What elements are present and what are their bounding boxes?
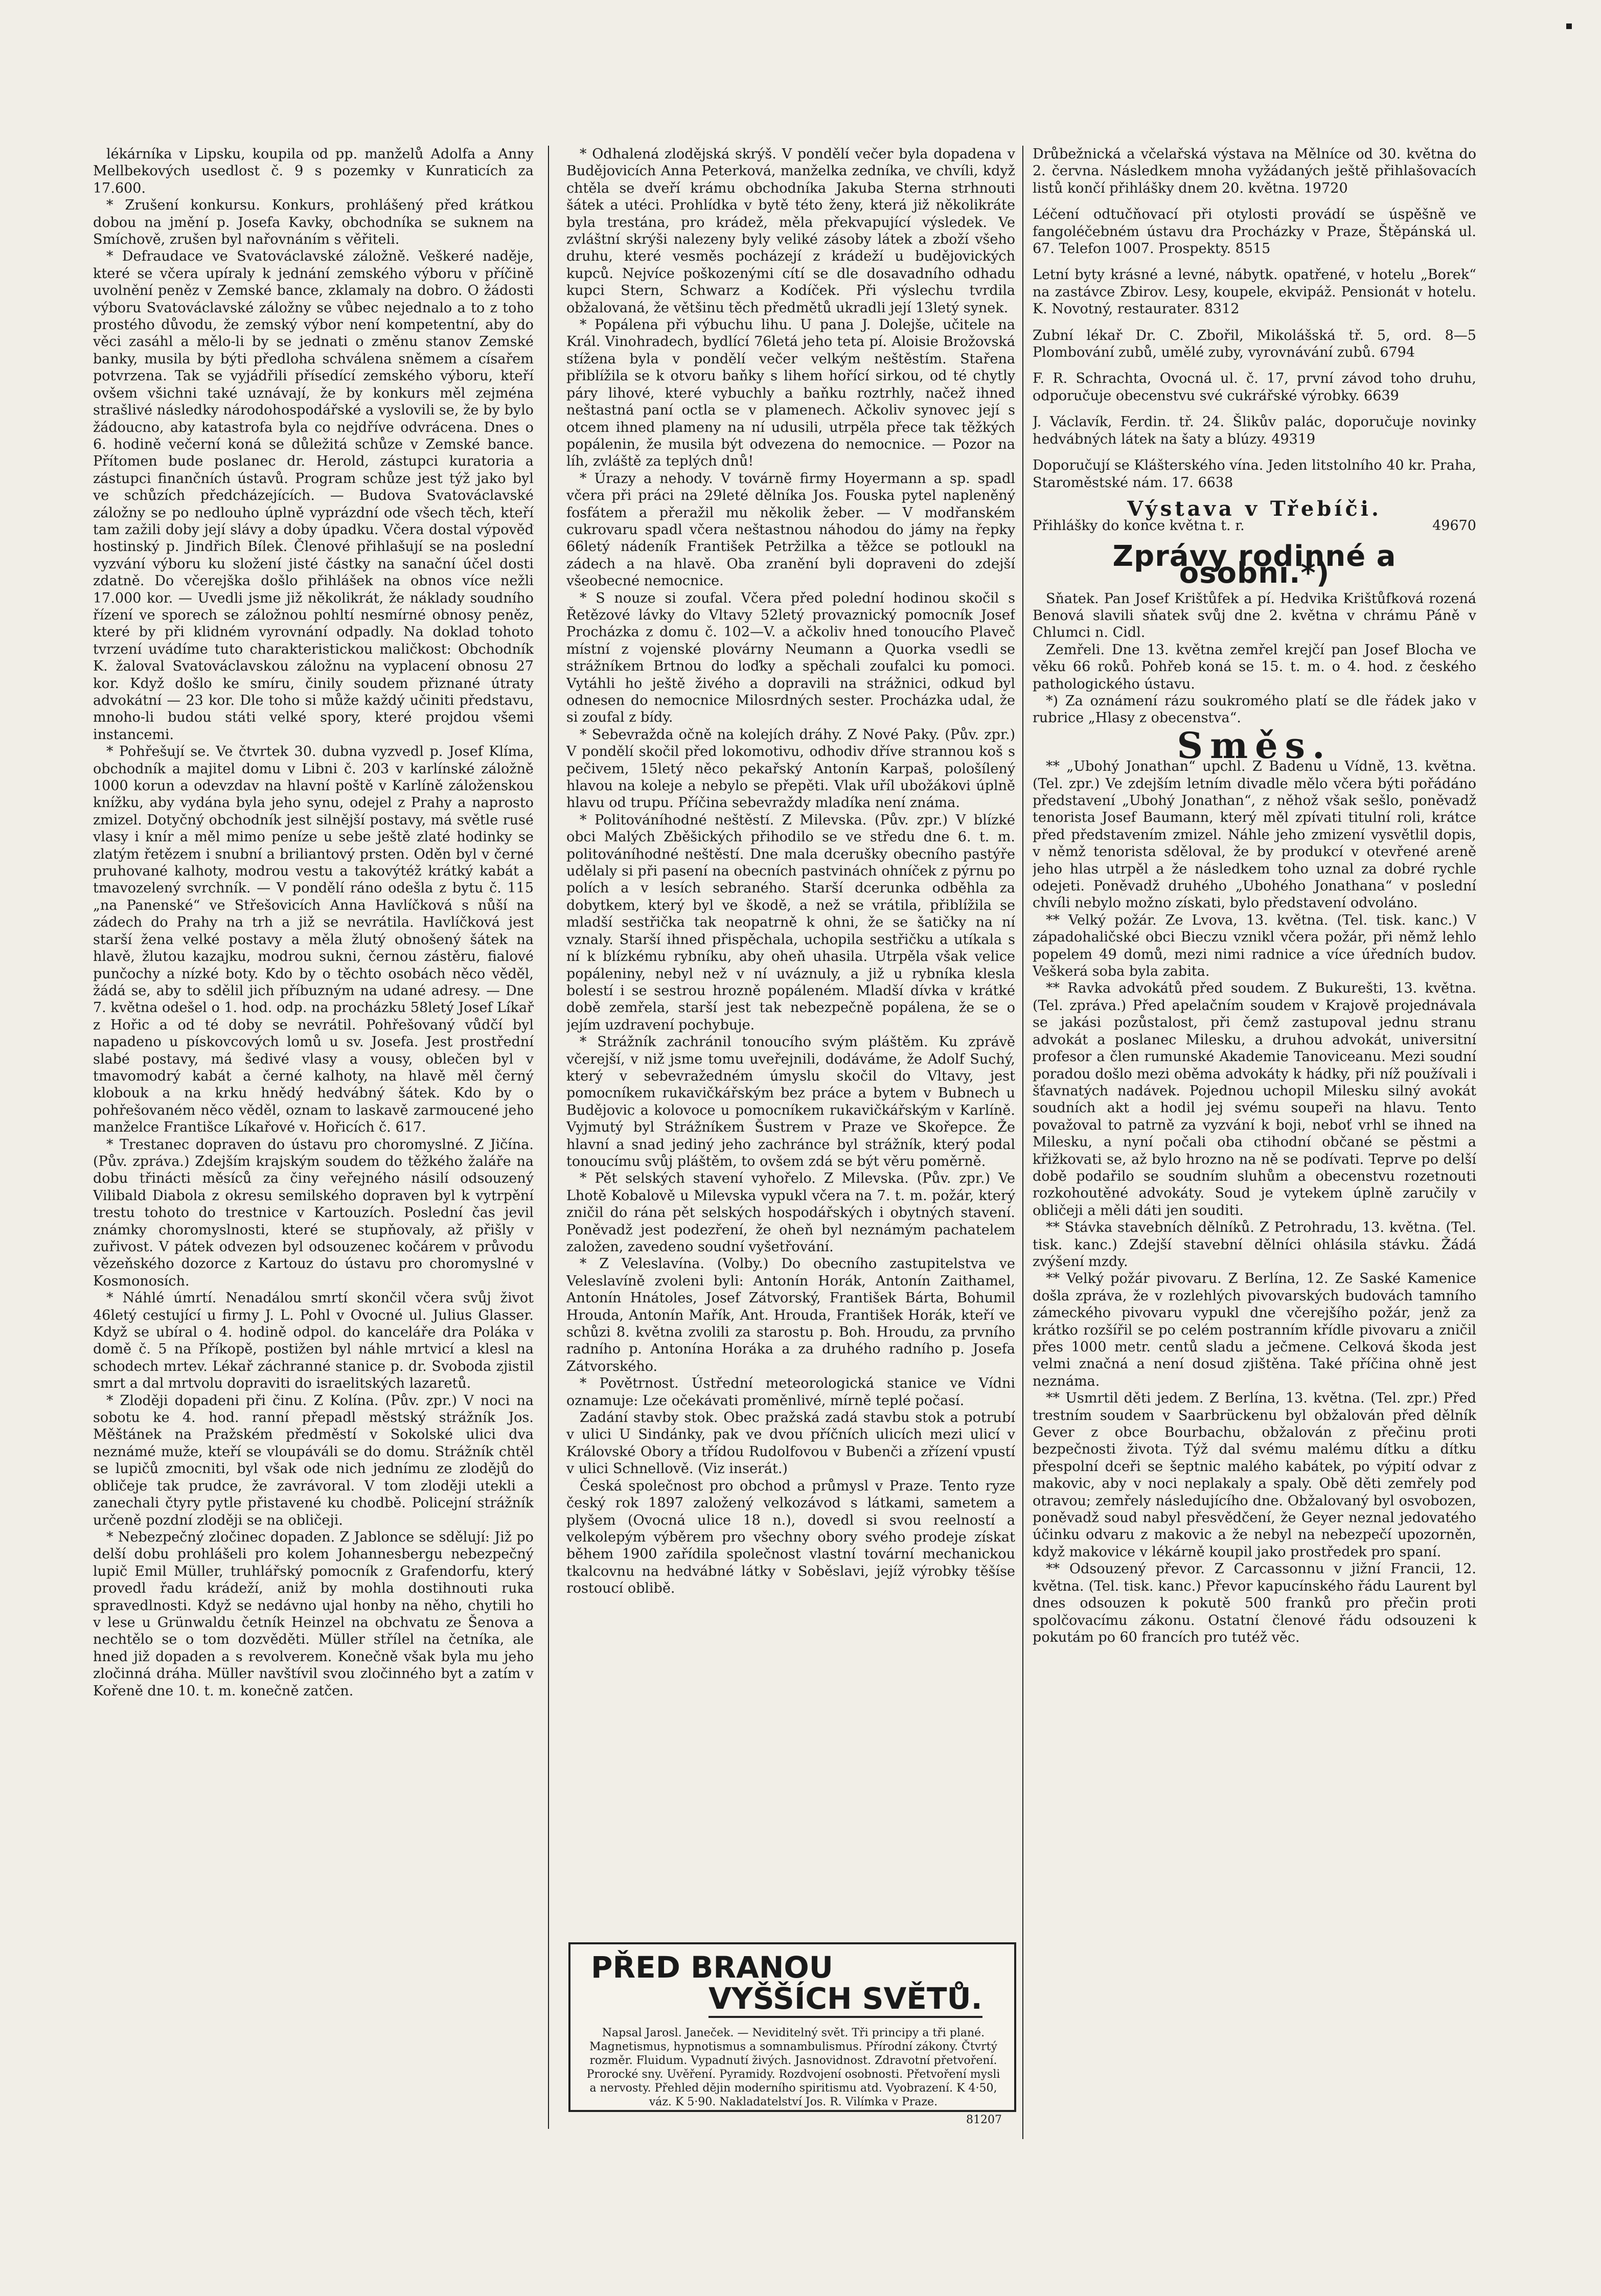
exhibition-heading: Výstava v Třebíči. — [1127, 496, 1382, 521]
article: * Zloději dopadeni při činu. Z Kolína. (Pův. zpr.) V noci na sobotu ke 4. hod. ranní přepadl městský strážník Jos. Měštánek na Pražském předměstí v Sokolské ulici dva neznámé muže, kteří se vloupáváli se do domu. Strážník chtěl se lupičů zmocniti, byl však ode nich jednímu ze zlodějů do obličeje tak prudce, že zavrávoral. V tom zloději utekli a zanechali čtyry pytle přistavené ku chodbě. Policejní strážník určeně pozdní zloději se na obličeji. — [93, 1392, 534, 1528]
column-right — [1033, 146, 1476, 2154]
ad-title: PŘED BRANOU — [591, 1950, 833, 1985]
classified-ad: F. R. Schrachta, Ovocná ul. č. 17, první závod toho druhu, odporučuje obecenstvu své cukrářské výrobky. 6639 — [1033, 371, 1476, 404]
article: * Trestanec dopraven do ústavu pro choromyslné. Z Jičína. (Pův. zpráva.) Zdejším krajským soudem do těžkého žaláře na dobu třinácti měsíců za činy veřejného násilí odsouzený Vilibald Diabola z okresu semilského dopraven byl k vytrpění trestu tohoto do trestnice v Kartouzích. Poslední čas jevil známky choromyslnosti, které se stupňovaly, až přišly v zuřivost. V pátek odvezen byl odsouzenec kočárem v průvodu vězeňského dozorce z Kartouz do ústavu pro choromyslné v Kosmonosích. — [93, 1136, 534, 1289]
article: * Strážník zachránil tonoucího svým pláštěm. Ku zprávě včerejší, v niž jsme tomu uveřejnili, dodáváme, že Adolf Suchý, který v sebevražedném úmyslu skočil do Vltavy, jest pomocníkem rukavičkářským bez práce a bytem v Bubnech u Budějovic a kolovoce u pomocníkem rukavičkářským v Karlíně. Vyjmutý byl Strážníkem Šustrem v Praze ve Skořepce. Že hlavní a snad jediný jeho zachránce byl strážník, který podal tonoucímu svůj pláštěm, to ovšem zdá se být věru poměrně. — [566, 1034, 1015, 1169]
article: * S nouze si zoufal. Včera před polední hodinou skočil s Řetězové lávky do Vltavy 52letý provaznický pomocník Josef Procházka z domu č. 102—V. a ačkoliv hned tonoucího Plaveč místní z vojenské plovárny Neumann a Quorka vsedli se strážníkem Brtnou do loďky a spěchali zoufalci ku pomoci. Vytáhli ho ještě živého a dopravili na strážnici, odkud byl odnesen do nemocnice Milosrdných sester. Procházka udal, že si zoufal z bídy. — [566, 590, 1015, 726]
ad-number: 81207 — [966, 2114, 1002, 2126]
column-left — [93, 146, 534, 2139]
article: * Defraudace ve Svatováclavské záložně. Veškeré naděje, které se včera upíraly k jednání zemského výboru v příčině uvolnění peněz v Zemské bance, zklamaly na dobro. O žádosti výboru Svatováclavské záložny se vůbec nejednalo a to z toho prostého důvodu, že zemský výbor není kompetentní, aby do věci zasáhl a mělo-li by se jednati o změnu stanov Zemské banky, musila by býti předloha schválena sněmem a císařem potvrzena. Tak se vyjádřili přísedící zemského výboru, kteří ovšem všichni také uznávají, že by konkurs měl zejména strašlivé následky národohospodářské a vyslovili se, že by bylo žádoucno, aby katastrofa byla co nejdříve odvrácena. Dnes o 6. hodině večerní koná se důležitá schůze v Zemské bance. Přítomen bude poslanec dr. Herold, zástupci kuratoria a zástupci finančních ústavů. Program schůze jest týž jako byl ve schůzích předcházejících. — Budova Svatováclavské záložny se po nedlouho úplně vyprázdní ode všech těch, kteří tam zažili doby její slávy a doby úpadku. Včera dostal výpověď hostinský p. Jindřich Bílek. Členové přihlašují se na poslední vyzvání výboru ku složení jisté částky na sanační účel dosti zdatně. Do včerejška došlo přihlášek na obnos více nežli 17.000 kor. — Uvedli jsme již několikrát, že náklady soudního řízení ve sporech se záložnou pohltí nesmírné obnosy peněz, které by při klidném vyrovnání odpadly. Na doklad tohoto tvrzení uvádíme tuto charakteristickou maličkost: Obchodník K. žaloval Svatováclavskou záložnu na vyplacení obnosu 27 kor. Když došlo ke smíru, činily soudem přiznané útraty advokátní — 23 kor. Dle toho si může každý učiniti představu, mnoho-li budou státi velké spory, které projdou všemi instancemi. — [93, 248, 534, 743]
ad-text: Napsal Jarosl. Janeček. — Neviditelný svět. Tři principy a tři plané. Magnetismus, hypnotismus a somnambulismus. Přírodní zákony. Čtvrtý rozměr. Fluidum. Vypadnutí živých. Jasnovidnost. Zdravotní přetvoření. Prorocké sny. Uvěření. Pyramidy. Rozdvojení osobnosti. Přetvoření mysli a nervosty. Přehled dějin moderního spiritismu atd. Vyobrazení. K 4·50, váz. K 5·90. Nakladatelství Jos. R. Vilímka v Praze. — [586, 2027, 1000, 2108]
miscellany-item: ** Odsouzený převor. Z Carcassonnu v jižní Francii, 12. května. (Tel. tisk. kanc.) Převor kapucínského řádu Laurent byl dnes odsouzen k pokutě 500 franků pro přečin proti spolčovacímu zákonu. Ostatní členové řádu odsouzeni k pokutám po 60 francích pro tutéž věc. — [1033, 1561, 1476, 1645]
article: * Odhalená zlodějská skrýš. V pondělí večer byla dopadena v Budějovicích Anna Peterková, manželka zedníka, ve chvíli, když chtěla se dveří krámu obchodníka Jakuba Sterna strhnouti šátek a utéci. Prohlídka v bytě této ženy, která již několikráte byla trestána, pro krádež, měla překvapující výsledek. Ve zvláštní skrýši nalezeny byly veliké zásoby látek a zboží všeho druhu, které vesměs pocházejí z krádeží u budějovických kupců. Nejvíce poškozenými cítí se dle dosavadního odhadu kupci Stern, Schwarz a Kodíček. Při výslechu tvrdila obžalovaná, že většinu těch předmětů ukradli její 13letý synek. — [566, 146, 1015, 316]
article: * Pět selských stavení vyhořelo. Z Milevska. (Pův. zpr.) Ve Lhotě Kobalově u Milevska vypukl včera na 7. t. m. požár, který zničil do rána pět selských hospodářských i obytných stavení. Poněvadž jest podezření, že oheň byl neznámým pachatelem založen, zavedeno soudní vyšetřování. — [566, 1170, 1015, 1255]
column-middle — [566, 146, 1015, 1945]
family-news-item: Zemřeli. Dne 13. května zemřel krejčí pan Josef Blocha ve věku 66 roků. Pohřeb koná se 15. t. m. o 4. hod. z českého pathologického ústavu. — [1033, 641, 1476, 692]
exhibition-text: Přihlášky do konce května t. r. — [1033, 518, 1245, 534]
article: * Sebevražda očně na kolejích dráhy. Z Nové Paky. (Pův. zpr.) V pondělí skočil před lokomotivu, odhodiv dříve strannou koš s pečivem, 15letý něco pekařský Antonín Karpaš, pološílený hlavou na koleje a nebylo se přepěti. Vlak uříl ubožákovi úplně hlavu od trupu. Příčina sebevraždy mladíka není známa. — [566, 726, 1015, 811]
ad-subtitle: VYŠŠÍCH SVĚTŮ. — [708, 1981, 982, 2018]
article: * Pohřešují se. Ve čtvrtek 30. dubna vyzvedl p. Josef Klíma, obchodník a majitel domu v Libni č. 203 v karlínské záložně 1000 korun a odevzdav na hlavní poště v Karlíně záloženskou knížku, aby vydána byla jeho synu, odejel z Prahy a naprosto zmizel. Dotyčný obchodník jest silnější postavy, má světle rusé vlasy i knír a měl mimo peníze u sebe ještě zlaté hodinky se zlatým řetězem i snubní a briliantový prsten. Oděn byl v černé pruhované kalhoty, modrou vestu a takovýtéž krátký kabát a tmavozelený svrchník. — V pondělí ráno odešla z bytu č. 115 „na Panenské“ ve Střešovicích Anna Havlíčková s nůší na zádech do Prahy na trh a již se nevrátila. Havlíčková jest starší žena velké postavy a měla žlutý obnošený šátek na hlavě, žlutou kazajku, modrou sukni, černou zástěru, fialové punčochy a nízké boty. Kdo by o těchto osobách něco věděl, žádá se, aby to sdělil jich příbuzným na udané adresy. — Dne 7. května odešel o 1. hod. odp. na procházku 58letý Josef Líkař z Hořic a od té doby se nevrátil. Pohřešovaný vůdčí byl napadeno u pískovcových lomů u sv. Josefa. Jest prostřední slabé postavy, má šedivé vlasy a vousy, oblečen byl v tmavomodrý kabát a černé kalhoty, na hlavě měl černý klobouk a na krku hnědý hedvábný šátek. Kdo by o pohřešovaném něco věděl, oznam to laskavě zarmoucené jeho manželce Františce Líkařové v. Hořicích č. 617. — [93, 744, 534, 1136]
article: * Úrazy a nehody. V továrně firmy Hoyermann a sp. spadl včera při práci na 29leté dělníka Jos. Fouska pytel napleněný fosfátem a přeražil mu několik žeber. — V modřanském cukrovaru spadl včera neštastnou náhodou do jámy na řepky 66letý nádeník František Petržilka a těžce se potloukl na zádech a na hlavě. Oba zranění byli dopraveni do zdejší všeobecné nemocnice. — [566, 470, 1015, 589]
book-advertisement — [568, 1942, 1016, 2112]
article: Česká společnost pro obchod a průmysl v Praze. Tento ryze český rok 1897 založený velkozávod s látkami, sametem a plyšem (Ovocná ulice 18 n.), dovedl si svou reelností a velkolepým výběrem pro všechny obory svého prodeje získat během 1900 zařídila společnost vlastní tovární mechanickou tkalcovnu na hedvábné látky v Soběslavi, jejíž výrobky těšíse rostoucí oblibě. — [566, 1478, 1015, 1597]
article: * Popálena při výbuchu lihu. U pana J. Dolejše, učitele na Král. Vinohradech, bydlící 76letá jeho teta pí. Aloisie Brožovská stížena byla v pondělí večer velkým neštěstím. Stařena přiblížila se k otvoru baňky s lihem hořící sirkou, od té chytly páry lihové, které vybuchly a baňku roztrhly, načež ihned neštastná paní octla se v plamenech. Ačkoliv synovec její s otcem ihned plameny na ní udusili, utrpěla přece tak těžkých popálenin, že musila být odvezena do nemocnice. — Pozor na líh, zvláště za teplých dnů! — [566, 317, 1015, 470]
exhibition-number: 49670 — [1432, 518, 1476, 534]
section-title-miscellany: Směs. — [1177, 724, 1332, 767]
classified-ad: Zubní lékař Dr. C. Zbořil, Mikolášská tř. 5, ord. 8—5 Plombování zubů, umělé zuby, vyrovnávání zubů. 6794 — [1033, 327, 1476, 361]
family-news-item: Sňatek. Pan Josef Krištůfek a pí. Hedvika Krištůfková rozená Benová slavili sňatek svůj dne 2. května v chrámu Páně v Chlumci n. Cidl. — [1033, 590, 1476, 641]
family-news-footnote: *) Za oznámení rázu soukromého platí se dle řádek jako v rubrice „Hlasy z obecenstva“. — [1033, 693, 1476, 726]
article: Zadání stavby stok. Obec pražská zadá stavbu stok a potrubí v ulici U Sindánky, pak ve dvou příčních ulicích mezi ulicí v Královské Obory a třídou Rudolfovou v Bubenči a zřízení vpustí v ulici Schnellově. (Viz inserát.) — [566, 1410, 1015, 1477]
corner-mark: ▪ — [1565, 19, 1573, 32]
miscellany-item: ** Velký požár. Ze Lvova, 13. května. (Tel. tisk. kanc.) V západohaličské obci Bieczu vznikl včera požár, při němž lehlo popelem 49 domů, mezi nimi radnice a více úředních budov. Veškerá soba byla zabita. — [1033, 912, 1476, 980]
miscellany-item: ** Velký požár pivovaru. Z Berlína, 12. Ze Saské Kamenice došla zpráva, že v rozlehlých pivovarských budovách tamního zámeckého pivovaru vypukl dne včerejšího požár, jenž za krátko rozšířil se po celém postranním křídle pivovaru a zničil přes 1000 metr. centů sladu a ječmene. Celková škoda jest velmi značná a není dosud zjištěna. Také příčina ohně jest neznáma. — [1033, 1271, 1476, 1389]
article: * Povětrnost. Ústřední meteorologická stanice ve Vídni oznamuje: Lze očekávati proměnlivé, mírně teplé počasí. — [566, 1375, 1015, 1409]
classified-ad: Letní byty krásné a levné, nábytk. opatřené, v hotelu „Borek“ na zastávce Zbirov. Lesy, koupele, ekvipáž. Pensionát v hotelu. K. Novotný, restaurater. 8312 — [1033, 267, 1476, 317]
classified-ad: Léčení odtučňovací při otylosti provádí se úspěšně ve fangoléčebném ústavu dra Procházky v Praze, Štěpánská ul. 67. Telefon 1007. Prospekty. 8515 — [1033, 206, 1476, 257]
classified-ad: Drůbežnická a včelařská výstava na Mělníce od 30. května do 2. června. Následkem mnoha vyžádaných ještě přihlašovacích listů končí přihlášky dnem 20. května. 19720 — [1033, 146, 1476, 196]
miscellany-item: ** Ravka advokátů před soudem. Z Bukurešti, 13. května. (Tel. zpráva.) Před apelačním soudem v Krajově projednávala se jakási pozůstalost, při čemž zastupoval jednu stranu advokát a poslanec Milesku, a druhou advokát, universitní profesor a člen rumunské Akademie Tanoviceanu. Mezi soudní poradou došlo mezi oběma advokáty k hádky, při níž používali i šťavnatých nadávek. Pojednou uchopil Milesku silný avokát soudních akt a hodil jej svému soupeři na hlavu. Tento považoval to patrně za vyzvání k boji, neboť vrhl se ihned na Milesku, a nyní počali oba ctihodní občané se pěstmi a křižkovati se, až bylo hrozno na ně se podívati. Teprve po delší době podařilo se soudním sluhům a obecenstvu rozetnouti rozkohoutěné advokáty. Soud je vytekem úplně zaručily v obličeji a měli dáti jen souditi. — [1033, 980, 1476, 1219]
article: lékárníka v Lipsku, koupila od pp. manželů Adolfa a Anny Mellbekových usedlost č. 9 s pozemky v Kunraticích za 17.600. — [93, 146, 534, 196]
miscellany-item: ** Stávka stavebních dělníků. Z Petrohradu, 13. května. (Tel. tisk. kanc.) Zdejší stavební dělníci ohlásila stávku. Žádá zvýšení mzdy. — [1033, 1220, 1476, 1270]
article: * Z Veleslavína. (Volby.) Do obecního zastupitelstva ve Veleslavíně zvoleni byli: Antonín Horák, Antonín Zaithamel, Antonín Hnátoles, Josef Zátvorský, František Bárta, Bohumil Hrouda, Antonín Mařík, Ant. Hrouda, František Horák, kteří ve schůzi 8. května zvolili za starostu p. Boh. Hroudu, za prvního radního p. Antonína Horáka a za druhého radního p. Josefa Zátvorského. — [566, 1256, 1015, 1374]
article: * Zrušení konkursu. Konkurs, prohlášený před krátkou dobou na jmění p. Josefa Kavky, obchodníka se suknem na Smíchově, zrušen byl nařovnáním s věřiteli. — [93, 197, 534, 248]
section-title-family-news: Zprávy rodinné a osobní.*) — [1112, 539, 1397, 590]
classified-ad: Doporučují se Klášterského vína. Jeden litstolního 40 kr. Praha, Staroměstské nám. 17. 6638 — [1033, 457, 1476, 491]
classified-ad: J. Václavík, Ferdin. tř. 24. Šlikův palác, doporučuje novinky hedvábných látek na šaty a blúzy. 49319 — [1033, 414, 1476, 447]
miscellany-item: ** „Ubohý Jonathan“ upchl. Z Badenu u Vídně, 13. května. (Tel. zpr.) Ve zdejším letním divadle mělo včera býti pořádáno představení „Ubohý Jonathan“, z něhož však sešlo, poněvadž tenorista Josef Baumann, který měl zpívati titulní roli, krátce před představením zmizel. Náhle jeho zmizení vysvětlil dopis, v němž tenorista sděloval, že by produkcí v otevřené areně jeho hlas utrpěl a že následkem toho uznal za dobré rychle odejeti. Poněvadž druhého „Ubohého Jonathana“ v poslední chvíli nebylo možno získati, bylo představení odvoláno. — [1033, 759, 1476, 911]
article: * Náhlé úmrtí. Nenadálou smrtí skončil včera svůj život 46letý cestující u firmy J. L. Pohl v Ovocné ul. Julius Glasser. Když se ubíral o 4. hodině odpol. do kanceláře dra Poláka v domě č. 5 na Příkopě, postižen byl náhle mrtvicí a klesl na schodech mrtev. Lékař záchranné stanice p. dr. Svoboda zjistil smrt a dal mrtvolu dopraviti do israelitských lazaretů. — [93, 1290, 534, 1392]
article: * Politováníhodné neštěstí. Z Milevska. (Pův. zpr.) V blízké obci Malých Zběšických přihodilo se ve středu dne 6. t. m. politováníhodné neštěstí. Dne mala dcerušky obecního pastýře udělaly si při pasení na obecních pastvinách ohníček z pýrnu po polích a v lesích sebraného. Starší dcerunka odběhla za dobytkem, který byl ve škodě, a než se vrátila, přiblížila se mladší sestřička tak neopatrně k ohni, že se šatičky na ní vznaly. Starší ihned přispěchala, uchopila sestřičku a utíkala s ní k blízkému rybníku, aby oheň uhasila. Utrpěla však velice popáleniny, nebyl než v ní uváznuly, a již u rybníka klesla bolestí i se sestrou hrozně popáleném. Mladší dívka v krátké době zemřela, starší jest tak nebezpečně popálena, že se o jejím uzdravení pochybuje. — [566, 812, 1015, 1033]
article: * Nebezpečný zločinec dopaden. Z Jablonce se sdělují: Již po delší dobu prohlášeli pro kolem Johannesbergu nebezpečný lupič Emil Müller, truhlářský pomocník z Grafendorfu, který provedl řadu krádeží, aniž by mohla dostihnouti ruka spravedlnosti. Když se nedávno ujal honby na něho, chytili ho v lese u Grünwaldu četník Heinzel na obchvatu ze Šenova a nechtělo se o tom dozvěděti. Müller střílel na četníka, ale hned již dopaden a s revolverem. Konečně však byla mu jeho zločinná dráha. Müller navštívil svou zločinného byt a zatím v Kořeně dne 10. t. m. konečně zatčen. — [93, 1529, 534, 1699]
column-divider — [1022, 146, 1023, 2139]
miscellany-item: ** Usmrtil děti jedem. Z Berlína, 13. května. (Tel. zpr.) Před trestním soudem v Saarbrückenu byl obžalován před dělník Gever z obce Bourbachu, obžalován z přečinu proti bezpečnosti života. Týž dal svému malému dítku a dítku přespolní dceři se šeptnic malého kabátek, po výpití odvar z makovic, aby v noci neplakaly a spaly. Obě děti zemřely pod otravou; zemřely následujícího dne. Obžalovaný byl osvobozen, poněvadž soud nabyl přesvědčení, že Geyer neznal jedovatého účinku odvaru z makovic a že nebyl na nebezpečí upozorněn, když makovice v lékárně koupil jako prostředek pro spaní. — [1033, 1390, 1476, 1560]
column-divider — [548, 146, 549, 2129]
